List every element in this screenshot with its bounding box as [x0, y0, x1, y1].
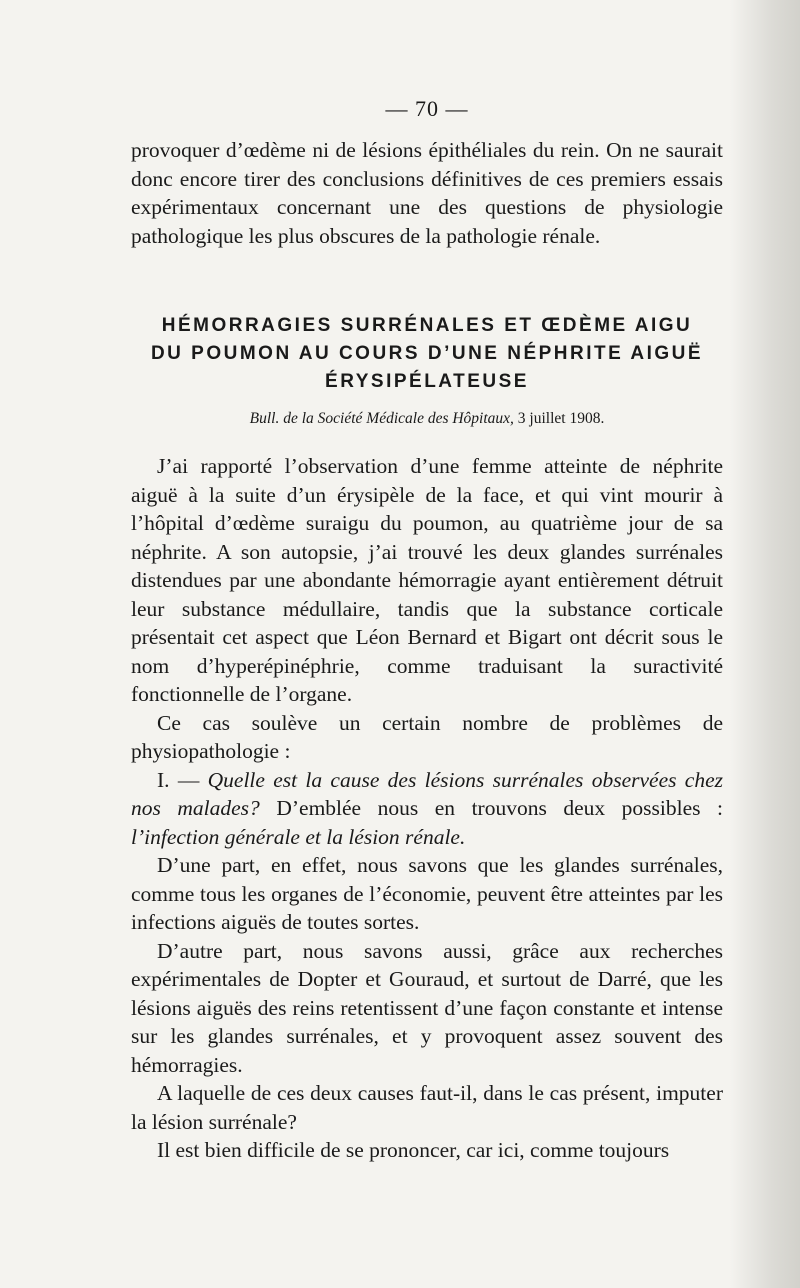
page-content	[131, 96, 723, 1165]
paragraph-problems: Ce cas soulève un certain nombre de problèmes de physiopathologie :	[131, 710, 723, 763]
question-causes: l’infection générale et la lésion rénale.	[131, 824, 466, 849]
section-title-line-3: ÉRYSIPÉLATEUSE	[325, 371, 529, 392]
paragraph-difficult: Il est bien difficile de se prononcer, car ici, comme toujours	[157, 1138, 670, 1162]
citation-date: 3 juillet 1908.	[513, 410, 605, 427]
question-middle: D’emblée nous en trouvons deux possibles :	[259, 796, 724, 820]
intro-paragraph: provoquer d’œdème ni de lésions épithéliales du rein. On ne saurait donc encore tirer des conclusions définitives de ces premiers essais expérimentaux concernant une des questions de physiologie pathologique les plus obscures de la pathologie rénale.	[131, 138, 723, 248]
citation-journal: Bull. de la Société Médicale des Hôpitaux,	[249, 410, 514, 427]
question-prefix: I. —	[157, 767, 208, 792]
question-paragraph	[131, 766, 723, 852]
paragraph-which-cause: A laquelle de ces deux causes faut-il, dans le cas présent, imputer la lésion surrénale?	[131, 1081, 723, 1134]
paragraph-infections: D’une part, en effet, nous savons que les glandes surrénales, comme tous les organes de l’économie, peuvent être atteintes par les infections aiguës de toutes sortes.	[131, 853, 723, 934]
page-number: — 70 —	[385, 96, 469, 121]
citation	[131, 410, 723, 428]
page-edge-shadow	[730, 0, 800, 1288]
paragraph-observation: J’ai rapporté l’observation d’une femme atteinte de néphrite aiguë à la suite d’un érysipèle de la face, et qui vint mourir à l’hôpital d’œdème suraigu du poumon, au quatrième jour de sa néphrite. A son autopsie, j’ai trouvé les deux glandes surrénales distendues par une abondante hémorragie ayant entièrement détruit leur substance médullaire, tandis que la substance corticale présentait cet aspect que Léon Bernard et Bigart ont décrit sous le nom d’hyperépinéphrie, comme traduisant la suractivité fonctionnelle de l’organe.	[131, 454, 723, 706]
section-title-line-1: HÉMORRAGIES SURRÉNALES ET ŒDÈME AIGU	[161, 315, 693, 336]
question-text: Quelle est la cause des lésions surrénales observées chez nos malades?	[131, 767, 723, 820]
section-title-line-2: DU POUMON AU COURS D’UNE NÉPHRITE AIGUË	[150, 343, 704, 364]
paragraph-research: D’autre part, nous savons aussi, grâce aux recherches expérimentales de Dopter et Gouraud, et surtout de Darré, que les lésions aiguës des reins retentissent d’une façon constante et intense sur les glandes surrénales, et y provoquent assez souvent des hémorragies.	[131, 938, 723, 1077]
section-title	[131, 312, 723, 396]
